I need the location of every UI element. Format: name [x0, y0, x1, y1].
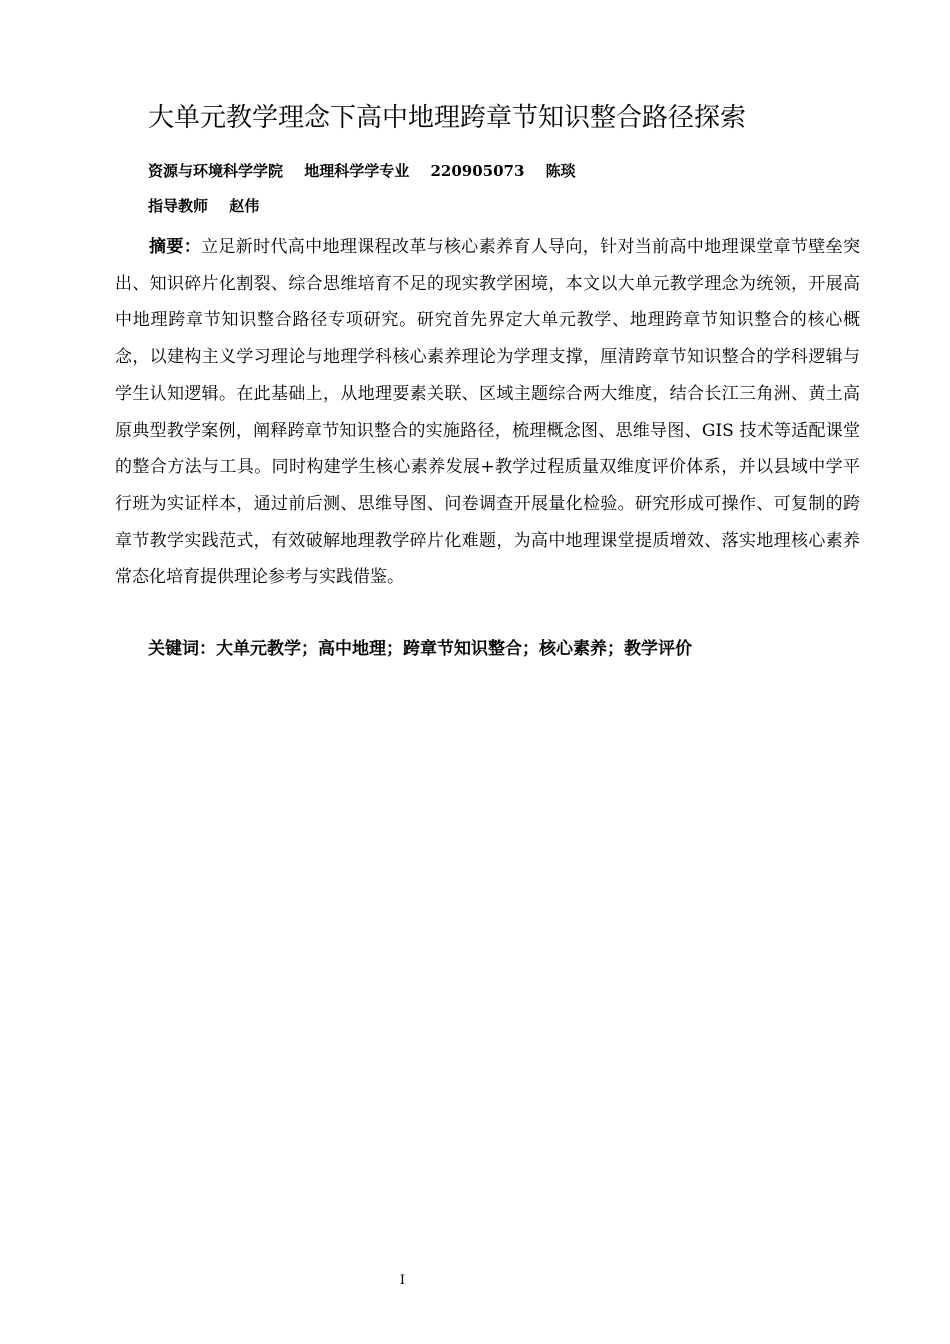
advisor-label: 指导教师 — [148, 197, 209, 215]
abstract-text: 立足新时代高中地理课程改革与核心素养育人导向，针对当前高中地理课堂章节壁垒突出、知识碎片化割裂、综合思维培育不足的现实教学困境，本文以大单元教学理念为统领，开展高中地理跨章节知识整合路径专项研究。研究首先界定大单元教学、地理跨章节知识整合的核心概念，以建构主义学习理论与地理学科核心素养理论为学理支撑，厘清跨章节知识整合的学科逻辑与学生认知逻辑。在此基础上，从地理要素关联、区域主题综合两大维度，结合长江三角洲、黄土高原典型教学案例，阐释跨章节知识整合的实施路径，梳理概念图、思维导图、GIS 技术等适配课堂的整合方法与工具。同时构建学生核心素养发展+教学过程质量双维度评价体系，并以县域中学平行班为实证样本，通过前后测、思维导图、问卷调查开展量化检验。研究形成可操作、可复制的跨章节教学实践范式，有效破解地理教学碎片化难题，为高中地理课堂提质增效、落实地理核心素养常态化培育提供理论参考与实践借鉴。 — [115, 237, 861, 588]
advisor-line — [148, 195, 275, 217]
abstract-label: 摘要： — [149, 237, 202, 257]
abstract-paragraph — [115, 229, 860, 596]
page-number: I — [399, 1273, 406, 1288]
paper-title: 大单元教学理念下高中地理跨章节知识整合路径探索 — [148, 103, 747, 133]
keywords-line: 关键词：大单元教学；高中地理；跨章节知识整合；核心素养；教学评价 — [148, 639, 692, 659]
major-name: 地理科学学专业 — [304, 162, 410, 180]
college-name: 资源与环境科学学院 — [148, 162, 284, 180]
author-name: 陈琰 — [545, 162, 576, 180]
student-id: 220905073 — [430, 162, 525, 180]
advisor-name: 赵伟 — [229, 197, 260, 215]
author-line — [148, 160, 592, 182]
